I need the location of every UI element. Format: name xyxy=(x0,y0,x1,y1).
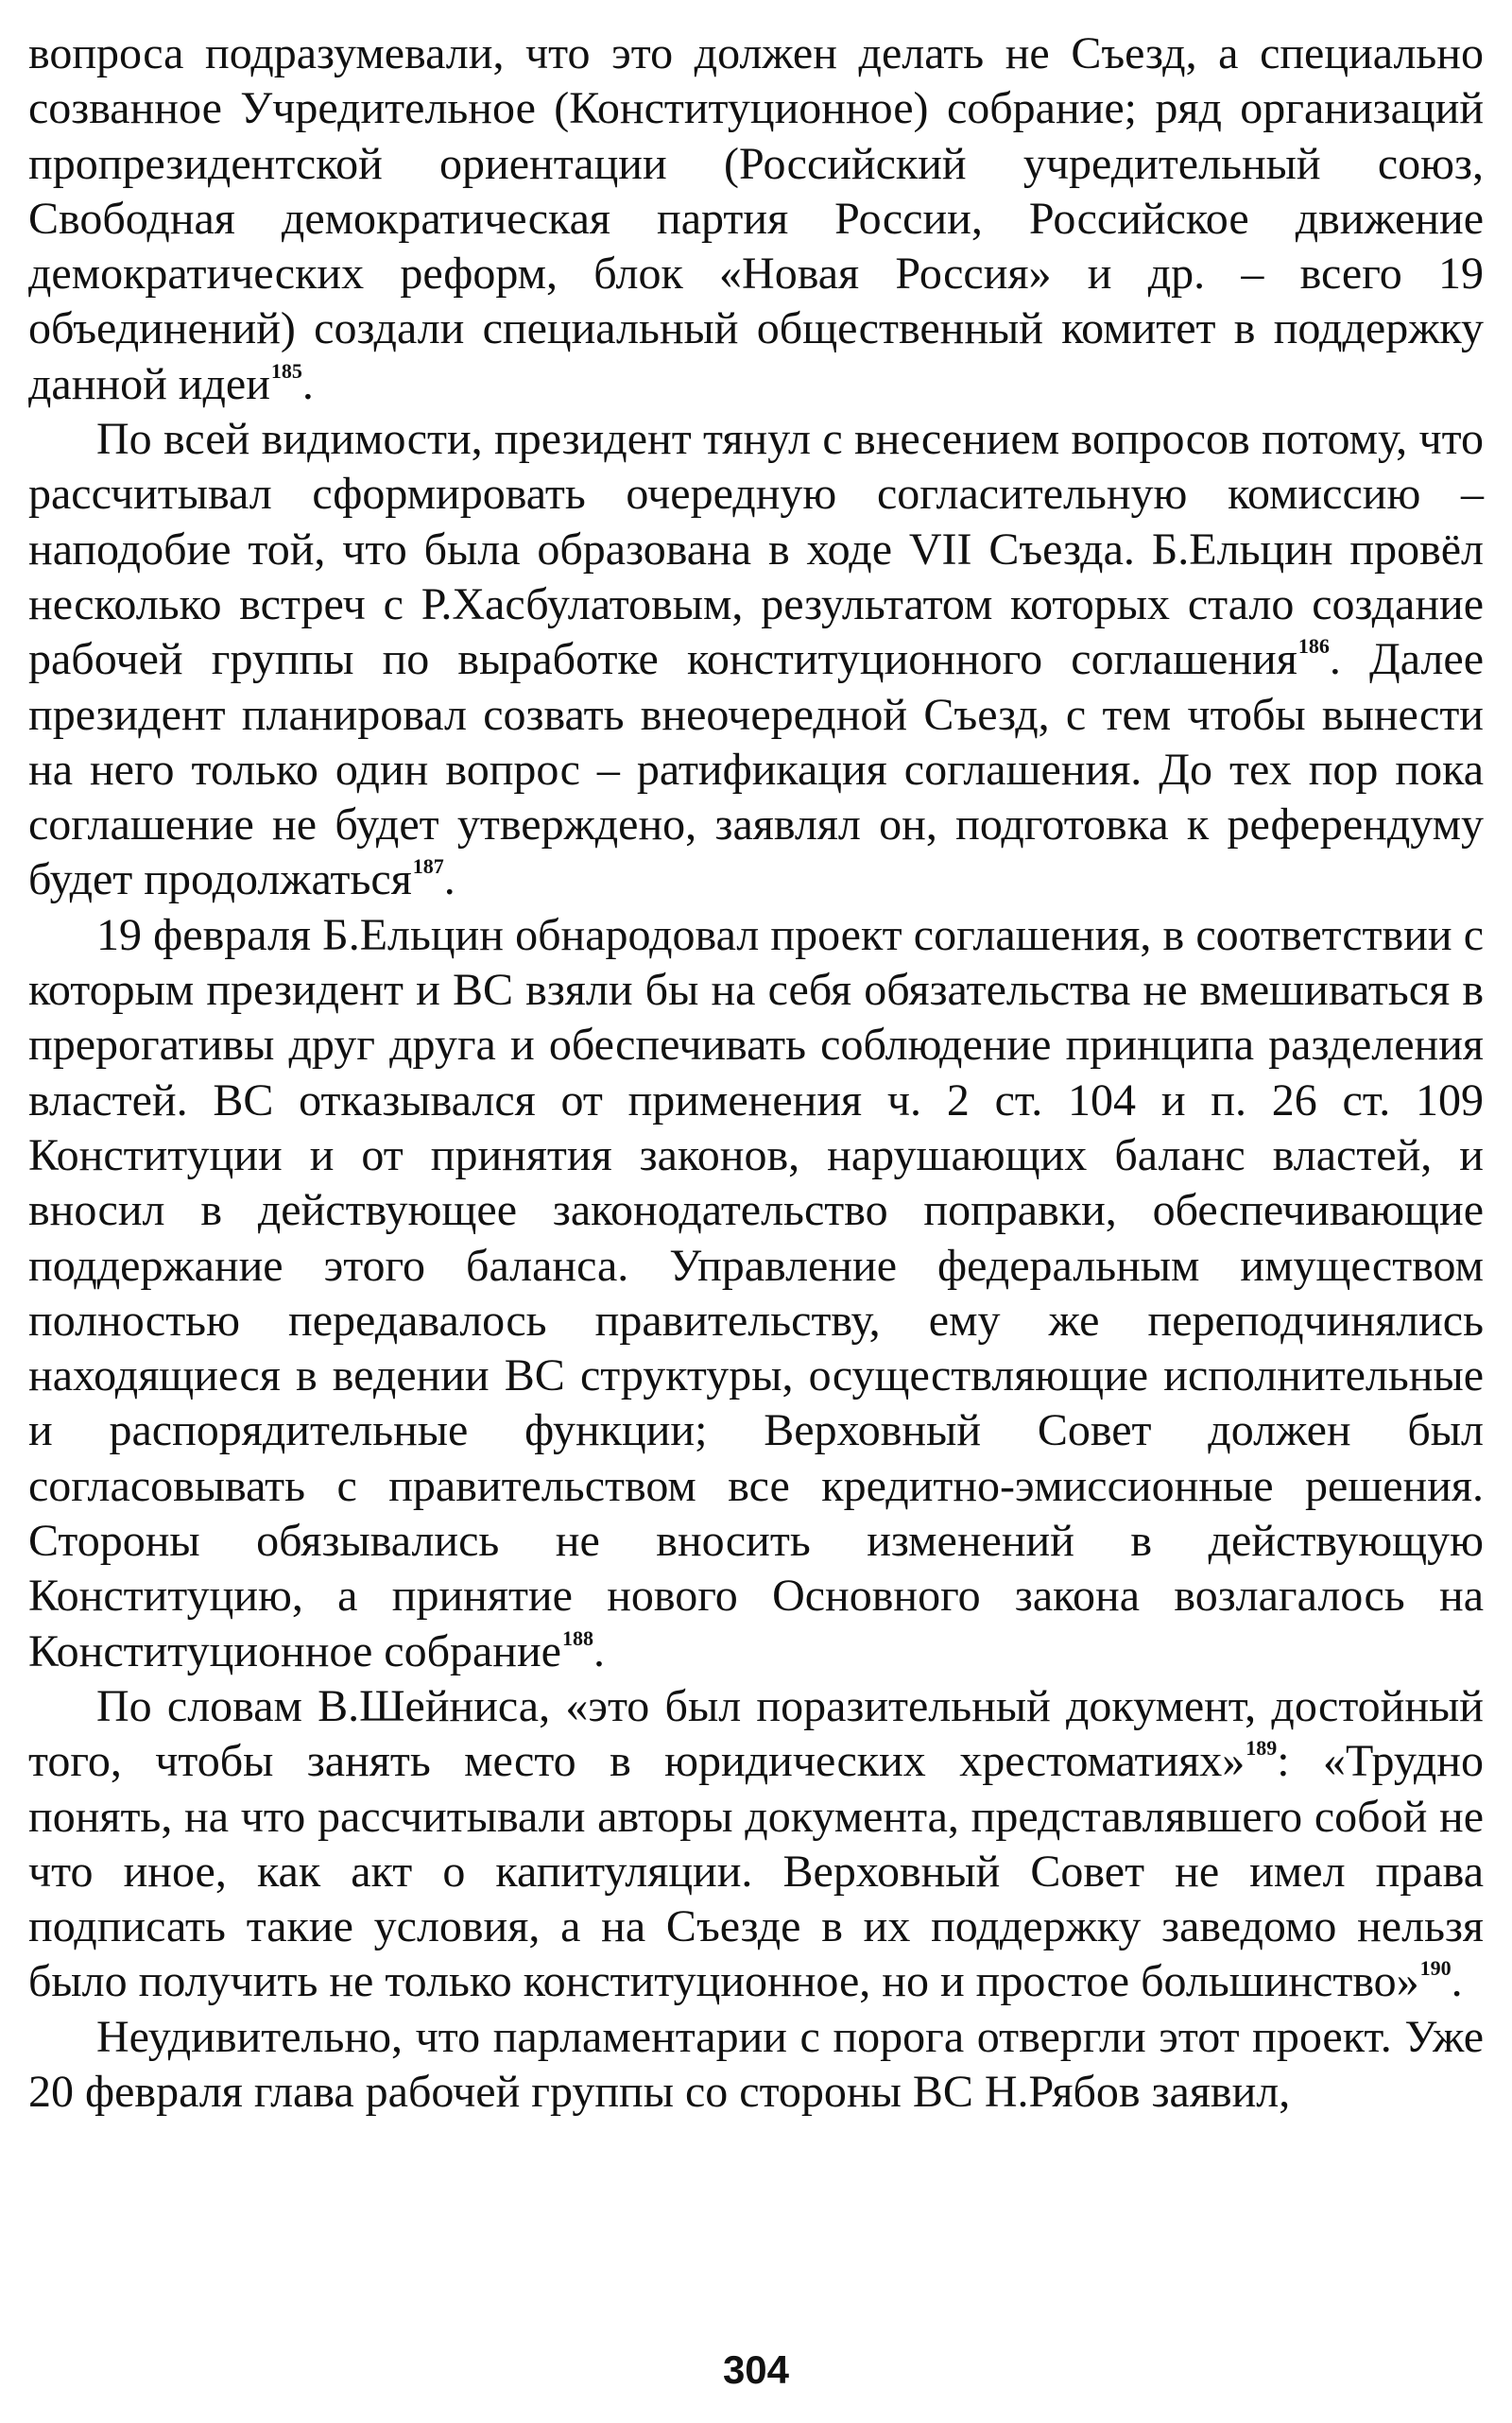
paragraph-2 xyxy=(28,412,1484,908)
paragraph-3 xyxy=(28,908,1484,1679)
paragraph-3-text: 19 февраля Б.Ельцин обнародовал проект соглашения, в соответствии с которым президент и ВС взяли бы на себя обязательства не вмешиваться в прерогативы друг друга и обеспечивать соблюдение принципа разделения властей. ВС отказывался от применения ч. 2 ст. 104 и п. 26 ст. 109 Конституции и от принятия законов, нарушающих баланс властей, и вносил в действующее законодательство поправки, обеспечивающие поддержание этого баланса. Управление федеральным имуществом полностью передавалось правительству, ему же переподчинялись находящиеся в ведении ВС структуры, осуществляющие исполнительные и распорядительные функции; Верховный Совет должен был согласовывать с правительством все кредитно-эмиссионные решения. Стороны обязывались не вносить изменений в действующую Конституцию, а принятие нового Основного закона возлагалось на Конституционное собрание xyxy=(28,909,1484,1676)
paragraph-2-middle: . Далее президент планировал созвать внеочередной Съезд, с тем чтобы вынести на него только один вопрос – ратификация соглашения. До тех пор пока соглашение не будет утверждено, заявлял он, подготовка к референдуму будет продолжаться xyxy=(28,634,1484,905)
footnote-ref-190[interactable]: 190 xyxy=(1419,1956,1452,1981)
footnote-ref-189[interactable]: 189 xyxy=(1246,1736,1278,1761)
paragraph-4-text: По словам В.Шейниса, «это был поразительный документ, достойный того, чтобы занять место в юридических хрестоматиях» xyxy=(28,1680,1484,1787)
footnote-ref-185[interactable]: 185 xyxy=(270,358,302,383)
paragraph-1 xyxy=(28,26,1484,412)
footnote-ref-188[interactable]: 188 xyxy=(561,1625,593,1650)
paragraph-5-text: Неудивительно, что парламентарии с порога отвергли этот проект. Уже 20 февраля глава рабочей группы со стороны ВС Н.Рябов заявил, xyxy=(28,2011,1484,2117)
footnote-ref-186[interactable]: 186 xyxy=(1297,634,1330,659)
paragraph-2-tail: . xyxy=(443,854,455,905)
paragraph-4-tail: . xyxy=(1451,1956,1463,2007)
paragraph-5 xyxy=(28,2010,1484,2121)
paragraph-4 xyxy=(28,1679,1484,2010)
page-body xyxy=(28,26,1484,2120)
page-number: 304 xyxy=(722,2347,790,2392)
paragraph-4-middle: : «Трудно понять, на что рассчитывали авторы документа, представлявшего собой не что иное, как акт о капитуляции. Верховный Совет не имел права подписать такие условия, а на Съезде в их поддержку заведомо нельзя было получить не только конституционное, но и простое большинство» xyxy=(28,1736,1484,2007)
footnote-ref-187[interactable]: 187 xyxy=(412,854,444,879)
paragraph-1-text: вопроса подразумевали, что это должен делать не Съезд, а специально созванное Учредительное (Конституционное) собрание; ряд организаций пропрезидентской ориентации (Российский учредительный союз, Свободная демократическая партия России, Российское движение демократических реформ, блок «Новая Россия» и др. – всего 19 объединений) создали специальный общественный комитет в поддержку данной идеи xyxy=(28,28,1484,409)
paragraph-2-text: По всей видимости, президент тянул с внесением вопросов потому, что рассчитывал сформировать очередную согласительную комиссию – наподобие той, что была образована в ходе VII Съезда. Б.Ельцин провёл несколько встреч с Р.Хасбулатовым, результатом которых стало создание рабочей группы по выработке конституционного соглашения xyxy=(28,414,1484,685)
paragraph-3-tail: . xyxy=(593,1625,605,1676)
paragraph-1-tail: . xyxy=(301,358,314,409)
